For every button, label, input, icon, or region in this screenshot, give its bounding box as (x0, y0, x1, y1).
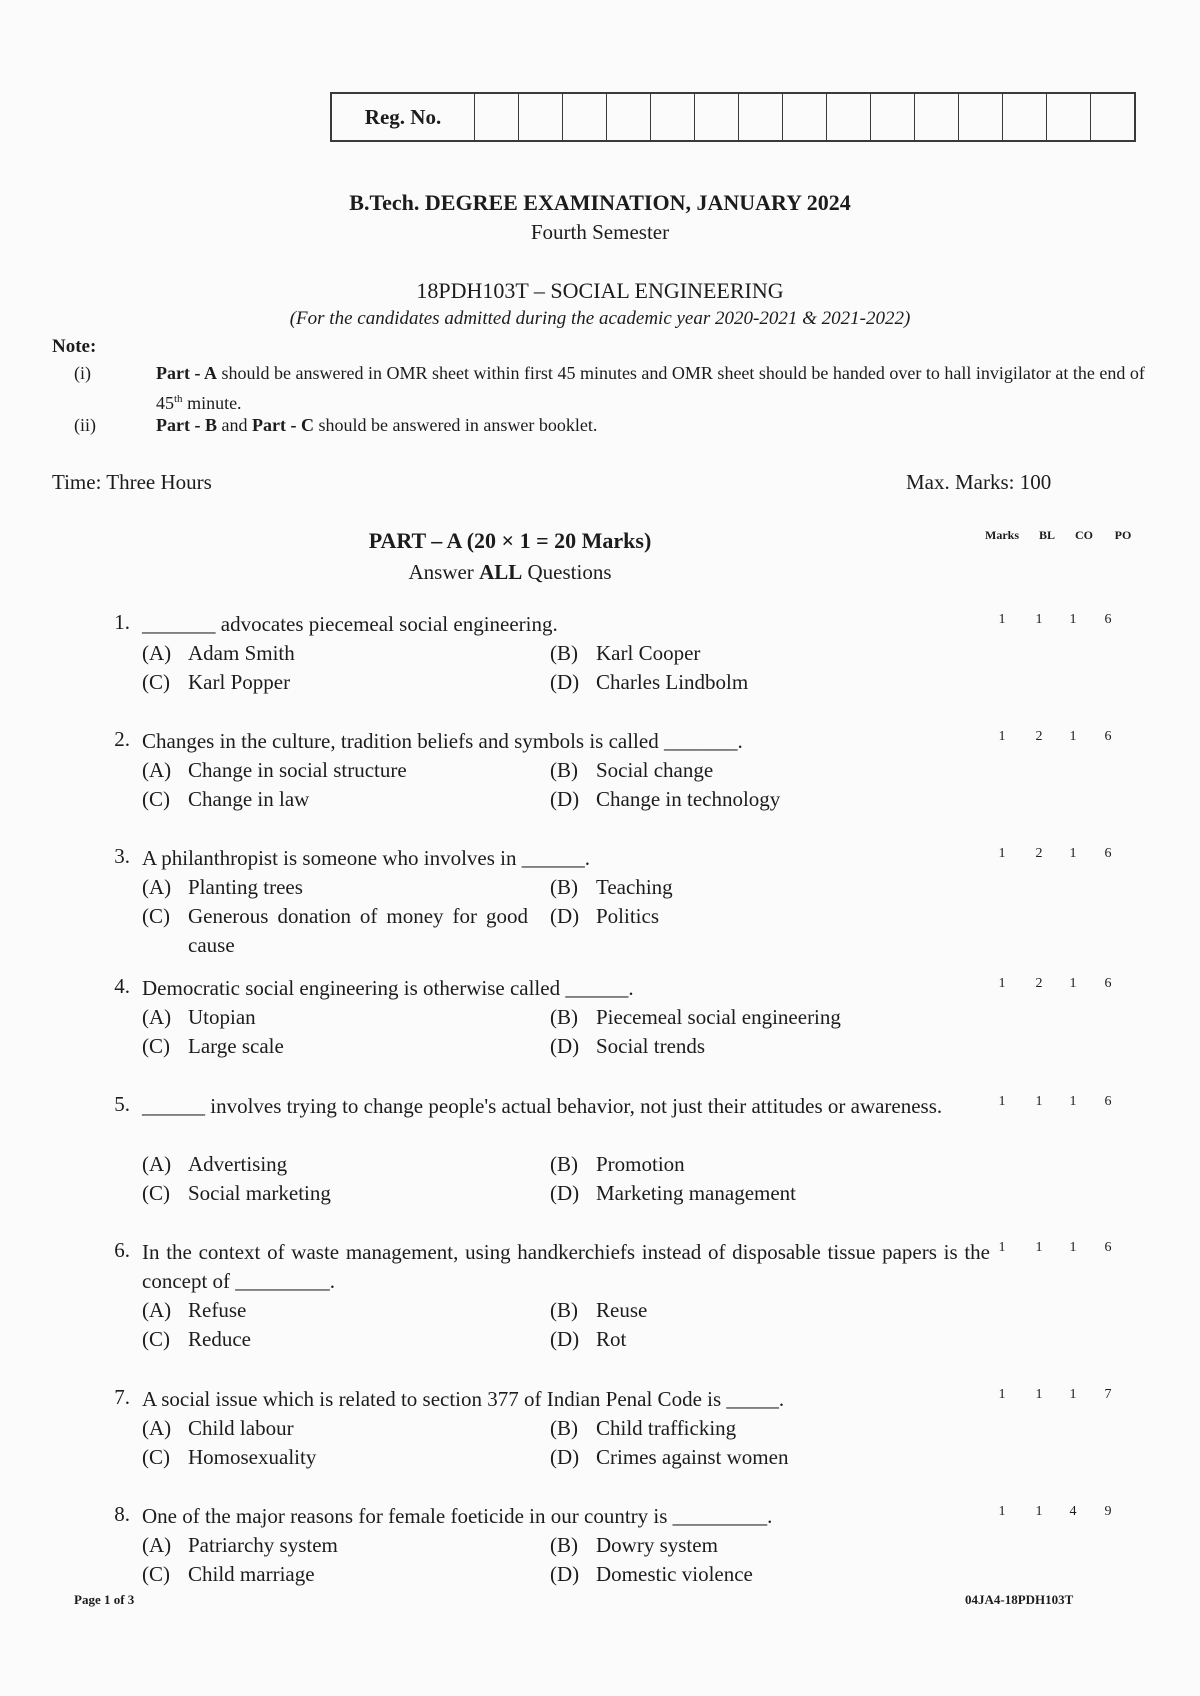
question-text: A social issue which is related to section 377 of Indian Penal Code is _____. (142, 1387, 785, 1411)
option-text: Change in social structure (188, 758, 407, 782)
reg-no-cell (475, 94, 519, 140)
option-a (142, 639, 542, 668)
part-a-subtitle-all: ALL (479, 560, 523, 584)
option-d (550, 902, 970, 931)
question-bl: 1 (1035, 1094, 1043, 1109)
option-c (142, 1179, 542, 1208)
question-co: 1 (1069, 1240, 1077, 1255)
note-number: (ii) (74, 415, 96, 435)
reg-no-cell (959, 94, 1003, 140)
reg-no-cell (1091, 94, 1134, 140)
option-letter: (A) (142, 641, 172, 665)
question-bl: 1 (1035, 1387, 1043, 1402)
reg-no-cell (871, 94, 915, 140)
question-marks: 1 (998, 1240, 1006, 1255)
option-text: Marketing management (596, 1181, 797, 1205)
question-text: Changes in the culture, tradition beliefs and symbols is called _______. (142, 729, 743, 753)
question-number: 7. (114, 1385, 130, 1409)
option-d (550, 1325, 970, 1354)
exam-title: B.Tech. DEGREE EXAMINATION, JANUARY 2024 (349, 190, 851, 215)
option-letter: (B) (550, 641, 578, 665)
note-part-b: Part - B (156, 415, 217, 435)
question-po: 6 (1104, 846, 1112, 861)
option-text: Rot (596, 1327, 627, 1351)
question-text: A philanthropist is someone who involves in ______. (142, 846, 590, 870)
option-a (142, 756, 542, 785)
question-po: 6 (1104, 1094, 1112, 1109)
option-letter: (D) (550, 1327, 580, 1351)
option-a (142, 873, 542, 902)
note-part-a: Part - A (156, 363, 217, 383)
option-letter: (C) (142, 1562, 170, 1586)
option-text: Social trends (596, 1034, 706, 1058)
part-a-subtitle-pre: Answer (408, 560, 480, 584)
question-item (100, 727, 1180, 847)
question-text: ______ involves trying to change people's actual behavior, not just their attitudes or awareness. (142, 1094, 943, 1118)
option-letter: (B) (550, 875, 578, 899)
col-header-bl: BL (1038, 528, 1055, 542)
option-b (550, 1414, 970, 1443)
option-b (550, 1003, 970, 1032)
option-text: Refuse (188, 1298, 247, 1322)
option-text: Karl Popper (188, 670, 291, 694)
question-number: 8. (114, 1502, 130, 1526)
col-header-marks: Marks (985, 528, 1019, 542)
note-body: should be answered in OMR sheet within first 45 minutes and OMR sheet should be handed over to hall invigilator at the end of 45 (156, 363, 1145, 413)
option-text: Reuse (596, 1298, 648, 1322)
question-bl: 1 (1035, 1504, 1043, 1519)
option-letter: (C) (142, 1181, 170, 1205)
option-text: Charles Lindbolm (596, 670, 749, 694)
question-po: 7 (1104, 1387, 1112, 1402)
question-text: One of the major reasons for female foeticide in our country is _________. (142, 1504, 773, 1528)
reg-no-label: Reg. No. (332, 94, 475, 140)
note-text (156, 412, 1154, 438)
course-title: 18PDH103T – SOCIAL ENGINEERING (416, 278, 784, 303)
option-d (550, 668, 970, 697)
question-text: In the context of waste management, using handkerchiefs instead of disposable tissue papers is the concept of _________. (142, 1240, 990, 1293)
option-text: Generous donation of money for good cause (188, 904, 528, 957)
note-number: (i) (74, 363, 91, 383)
reg-no-cell (1003, 94, 1047, 140)
reg-no-cell (607, 94, 651, 140)
option-c (142, 1560, 542, 1589)
question-bl: 1 (1035, 1240, 1043, 1255)
option-letter: (D) (550, 670, 580, 694)
option-b (550, 639, 970, 668)
reg-no-cell (695, 94, 739, 140)
question-item (100, 844, 1180, 964)
option-text: Politics (596, 904, 660, 928)
option-letter: (A) (142, 875, 172, 899)
note-part-c: Part - C (251, 415, 314, 435)
option-d (550, 1560, 970, 1589)
note-sup: th (174, 393, 183, 405)
question-marks: 1 (998, 1094, 1006, 1109)
option-text: Teaching (596, 875, 673, 899)
max-marks: Max. Marks: 100 (906, 470, 1052, 494)
question-marks: 1 (998, 976, 1006, 991)
option-text: Adam Smith (188, 641, 295, 665)
option-letter: (C) (142, 670, 170, 694)
option-letter: (B) (550, 1298, 578, 1322)
question-bl: 2 (1035, 846, 1043, 861)
option-letter: (D) (550, 1445, 580, 1469)
part-a-title: PART – A (20 × 1 = 20 Marks) (368, 528, 652, 553)
option-letter: (B) (550, 1416, 578, 1440)
question-marks: 1 (998, 1387, 1006, 1402)
question-item (100, 1385, 1180, 1505)
option-letter: (D) (550, 1562, 580, 1586)
option-letter: (C) (142, 787, 170, 811)
option-text: Promotion (596, 1152, 685, 1176)
option-letter: (D) (550, 1034, 580, 1058)
col-header-po: PO (1114, 528, 1132, 542)
reg-no-cell (827, 94, 871, 140)
admitted-note: (For the candidates admitted during the academic year 2020-2021 & 2021-2022) (289, 308, 911, 329)
col-header-co: CO (1075, 528, 1093, 542)
reg-no-cell (783, 94, 827, 140)
question-bl: 2 (1035, 976, 1043, 991)
question-number: 2. (114, 727, 130, 751)
option-letter: (A) (142, 1298, 172, 1322)
option-text: Utopian (188, 1005, 256, 1029)
question-item (100, 974, 1180, 1094)
question-number: 5. (114, 1092, 130, 1116)
question-text: _______ advocates piecemeal social engineering. (142, 612, 558, 636)
semester: Fourth Semester (530, 220, 670, 244)
question-number: 1. (114, 610, 130, 634)
question-bl: 2 (1035, 729, 1043, 744)
part-a-subtitle (260, 560, 760, 585)
note-tail: minute. (182, 393, 242, 413)
option-letter: (A) (142, 1005, 172, 1029)
question-item (100, 1092, 1180, 1212)
option-text: Large scale (188, 1034, 284, 1058)
option-d (550, 1443, 970, 1472)
question-number: 6. (114, 1238, 130, 1262)
option-d (550, 1179, 970, 1208)
option-b (550, 1296, 970, 1325)
option-a (142, 1531, 542, 1560)
option-letter: (B) (550, 1533, 578, 1557)
option-d (550, 1032, 970, 1061)
option-letter: (B) (550, 1005, 578, 1029)
option-b (550, 756, 970, 785)
reg-no-cell (1047, 94, 1091, 140)
note-label: Note: (52, 336, 97, 357)
option-text: Advertising (188, 1152, 288, 1176)
option-text: Karl Cooper (596, 641, 701, 665)
option-c (142, 785, 542, 814)
option-text: Child trafficking (596, 1416, 737, 1440)
page-number: Page 1 of 3 (74, 1592, 135, 1607)
question-item (100, 1238, 1180, 1358)
paper-code: 04JA4-18PDH103T (965, 1592, 1074, 1607)
option-text: Piecemeal social engineering (596, 1005, 841, 1029)
question-co: 1 (1069, 1387, 1077, 1402)
reg-no-cell (915, 94, 959, 140)
option-letter: (D) (550, 904, 580, 928)
option-letter: (B) (550, 1152, 578, 1176)
option-text: Reduce (188, 1327, 251, 1351)
option-text: Homosexuality (188, 1445, 317, 1469)
option-letter: (A) (142, 1416, 172, 1440)
option-text: Change in technology (596, 787, 781, 811)
question-co: 1 (1069, 1094, 1077, 1109)
note-text (156, 360, 1154, 416)
option-a (142, 1414, 542, 1443)
option-letter: (C) (142, 904, 170, 928)
question-po: 6 (1104, 976, 1112, 991)
option-b (550, 1150, 970, 1179)
option-c (142, 1325, 542, 1354)
reg-no-box (330, 92, 1136, 142)
option-a (142, 1296, 542, 1325)
option-text: Child marriage (188, 1562, 315, 1586)
option-a (142, 1150, 542, 1179)
option-letter: (B) (550, 758, 578, 782)
option-text: Child labour (188, 1416, 294, 1440)
question-co: 1 (1069, 976, 1077, 991)
option-letter: (A) (142, 758, 172, 782)
option-text: Domestic violence (596, 1562, 753, 1586)
question-marks: 1 (998, 729, 1006, 744)
question-po: 9 (1104, 1504, 1112, 1519)
option-b (550, 873, 970, 902)
option-text: Planting trees (188, 875, 303, 899)
option-c (142, 1032, 542, 1061)
question-po: 6 (1104, 612, 1112, 627)
option-b (550, 1531, 970, 1560)
question-co: 4 (1069, 1504, 1077, 1519)
question-number: 4. (114, 974, 130, 998)
question-text: Democratic social engineering is otherwise called ______. (142, 976, 634, 1000)
question-co: 1 (1069, 729, 1077, 744)
reg-no-cell (651, 94, 695, 140)
question-marks: 1 (998, 846, 1006, 861)
exam-duration: Time: Three Hours (52, 470, 212, 494)
note-body: and (216, 415, 252, 435)
question-number: 3. (114, 844, 130, 868)
option-text: Change in law (188, 787, 310, 811)
option-letter: (C) (142, 1327, 170, 1351)
option-text: Dowry system (596, 1533, 718, 1557)
option-c (142, 668, 542, 697)
question-marks: 1 (998, 612, 1006, 627)
reg-no-cell (563, 94, 607, 140)
option-letter: (D) (550, 1181, 580, 1205)
question-co: 1 (1069, 846, 1077, 861)
question-marks: 1 (998, 1504, 1006, 1519)
option-text: Crimes against women (596, 1445, 789, 1469)
note-item (74, 360, 1154, 412)
question-item (100, 610, 1180, 730)
option-letter: (A) (142, 1152, 172, 1176)
option-c (142, 902, 542, 960)
option-letter: (C) (142, 1034, 170, 1058)
question-po: 6 (1104, 729, 1112, 744)
question-po: 6 (1104, 1240, 1112, 1255)
option-text: Social change (596, 758, 714, 782)
option-c (142, 1443, 542, 1472)
option-letter: (D) (550, 787, 580, 811)
question-co: 1 (1069, 612, 1077, 627)
reg-no-cell (519, 94, 563, 140)
option-text: Patriarchy system (188, 1533, 338, 1557)
note-tail: should be answered in answer booklet. (313, 415, 598, 435)
note-item (74, 412, 1154, 438)
reg-no-cell (739, 94, 783, 140)
part-a-subtitle-post: Questions (522, 560, 612, 584)
option-letter: (C) (142, 1445, 170, 1469)
option-text: Social marketing (188, 1181, 331, 1205)
option-letter: (A) (142, 1533, 172, 1557)
question-bl: 1 (1035, 612, 1043, 627)
option-d (550, 785, 970, 814)
option-a (142, 1003, 542, 1032)
